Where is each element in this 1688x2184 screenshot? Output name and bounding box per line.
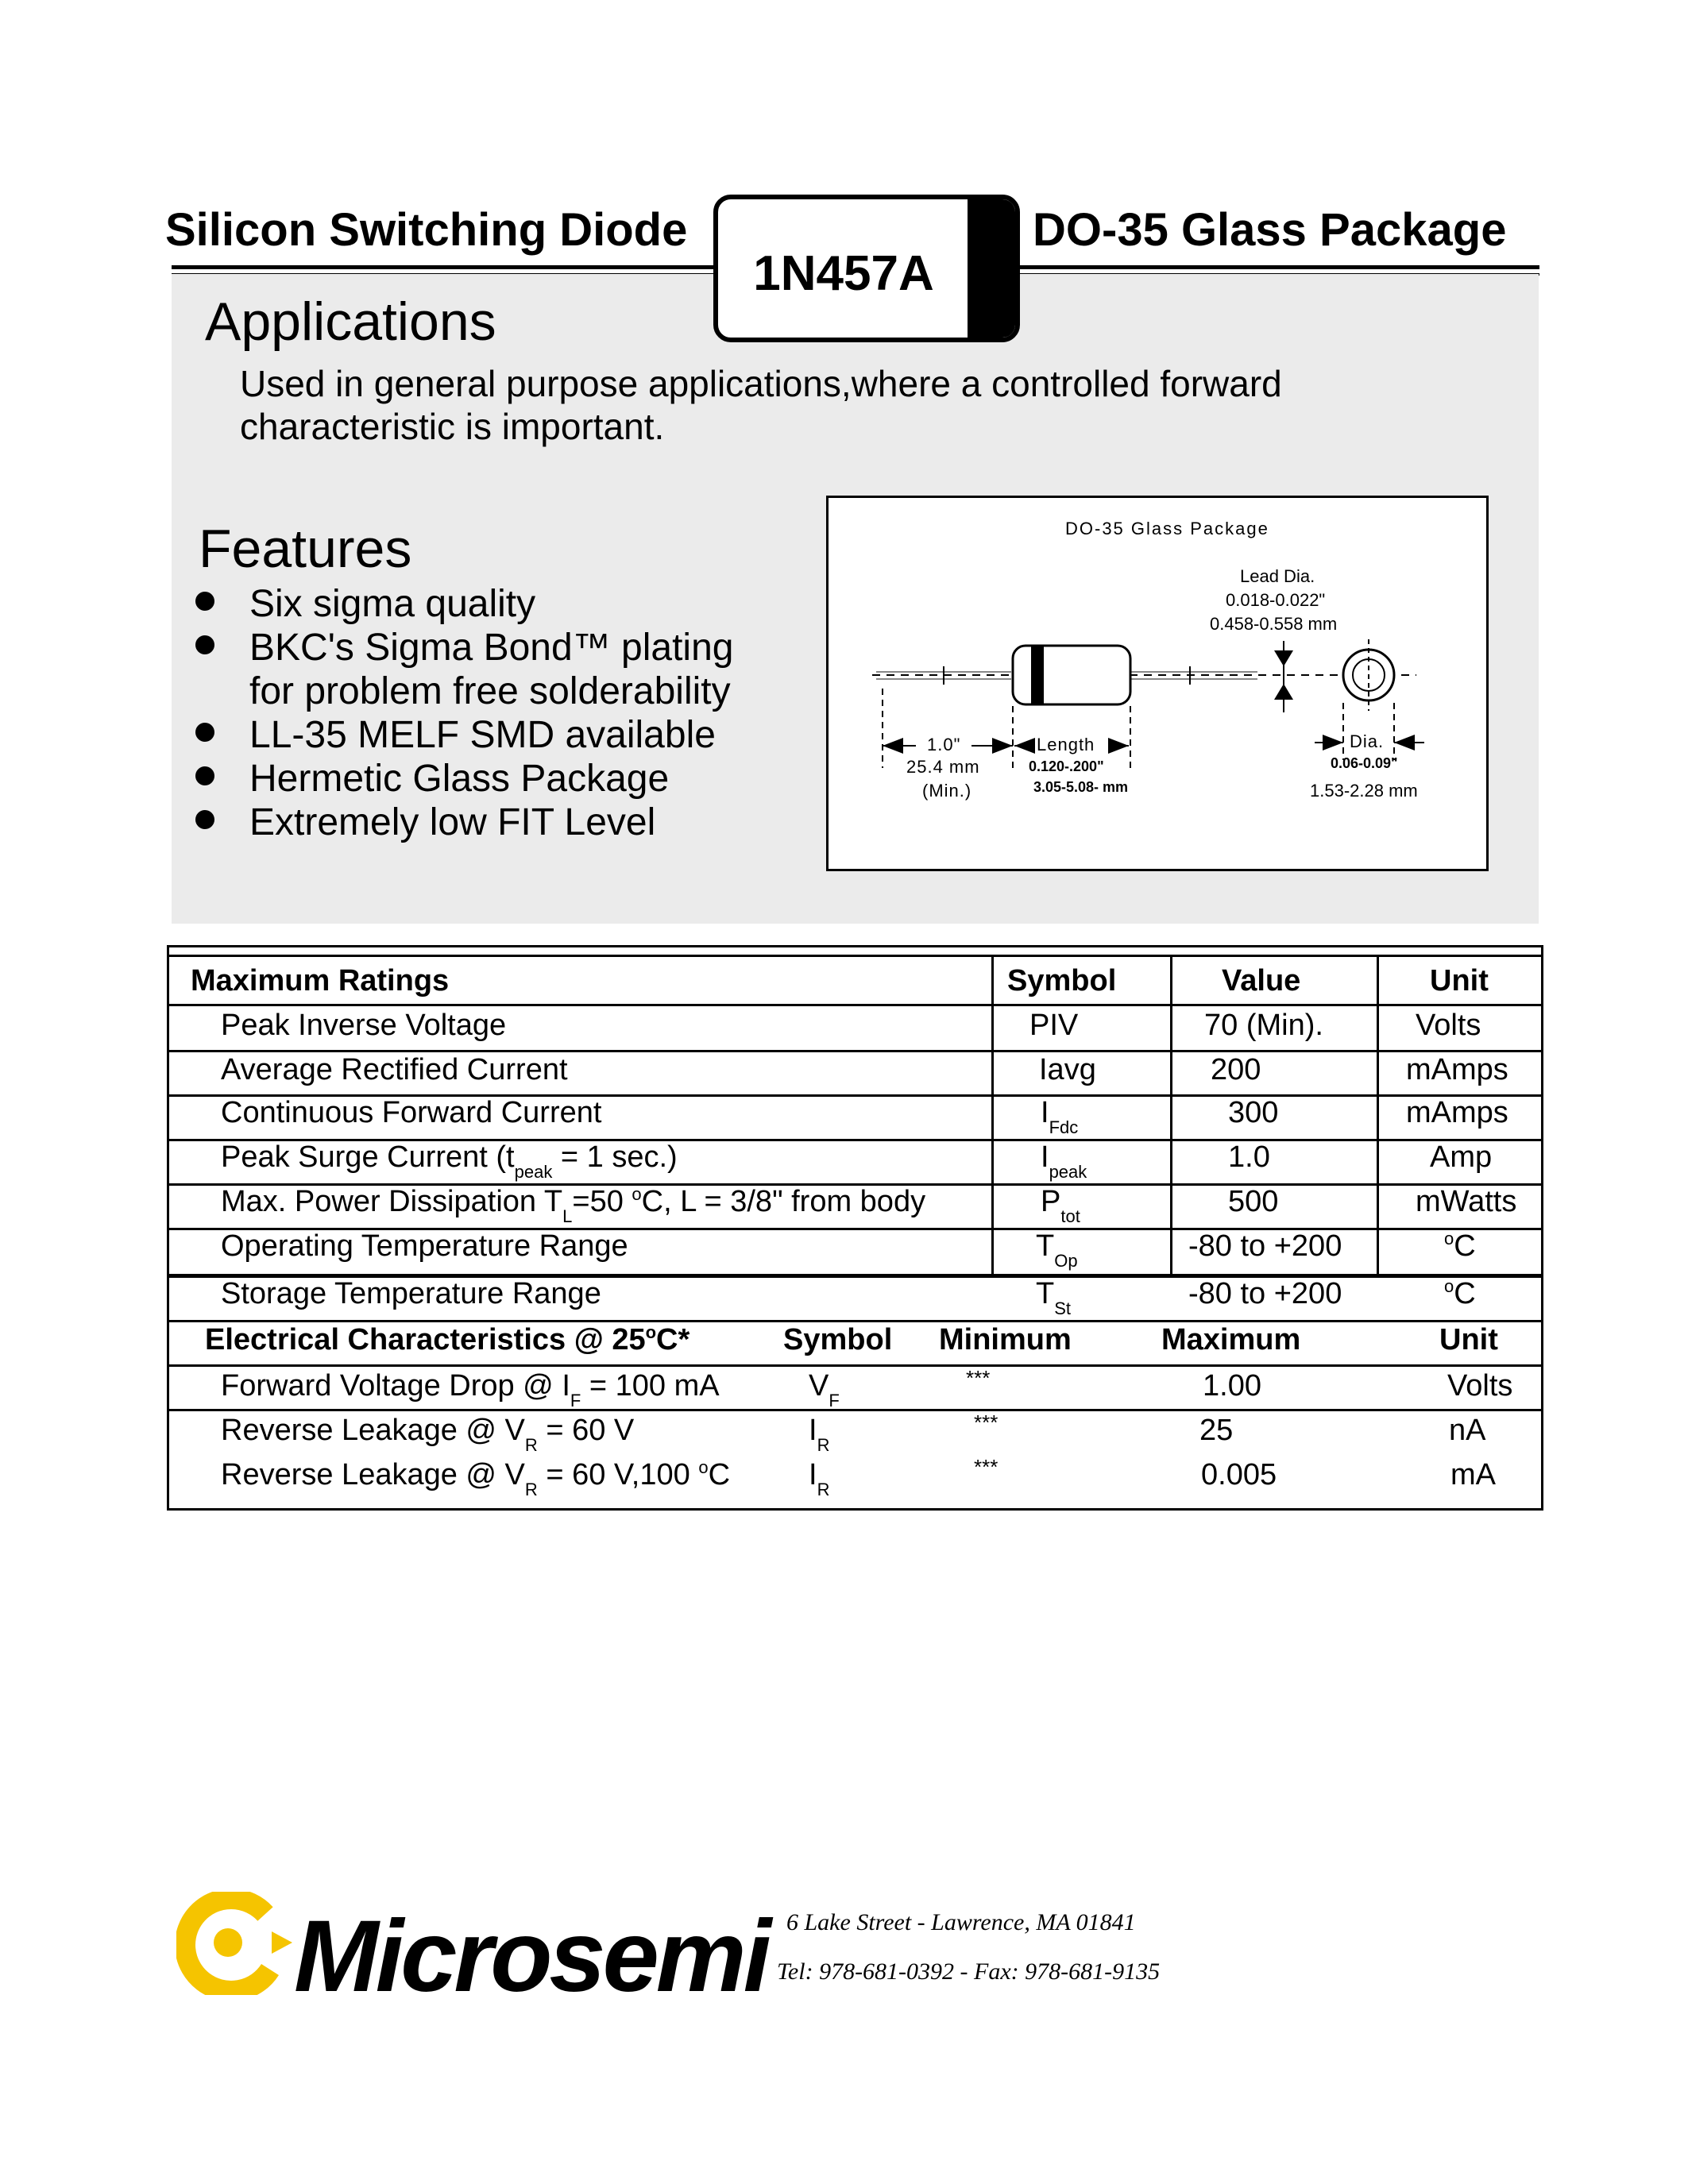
rating-value: -80 to +200	[1188, 1277, 1342, 1310]
rating-unit: $^o$C	[1444, 1276, 1476, 1310]
lead-dia-mm: 0.458-0.558 mm	[1210, 614, 1338, 634]
diagram-title: DO-35 Glass Package	[1065, 519, 1269, 538]
table-rule	[167, 1050, 1543, 1052]
lead-dia-inches: 0.018-0.022"	[1226, 590, 1326, 610]
bullet-icon	[195, 810, 214, 829]
body-length-inches: 0.120-.200"	[1029, 758, 1104, 774]
rating-value: 200	[1211, 1053, 1261, 1086]
feature-item-continued: for problem free solderability	[249, 670, 731, 712]
table-col-rule	[991, 957, 994, 1275]
table-col-rule	[1377, 957, 1379, 1275]
max-ratings-header: Maximum Ratings	[191, 964, 450, 997]
elec-max-header: Maximum	[1161, 1323, 1301, 1356]
body-length-label: Length	[1037, 735, 1095, 754]
company-address: 6 Lake Street - Lawrence, MA 01841	[786, 1909, 1136, 1935]
lead-length-note: (Min.)	[922, 781, 972, 801]
rating-value: 500	[1228, 1185, 1279, 1218]
elec-symbol: $I_R$	[809, 1458, 830, 1499]
table-rule	[167, 1004, 1543, 1006]
rating-name: Operating Temperature Range	[221, 1229, 628, 1263]
table-rule	[167, 955, 1543, 957]
table-rule	[167, 1320, 1543, 1322]
rating-symbol: $T_{St}$	[1036, 1277, 1072, 1318]
unit-header: Unit	[1430, 964, 1489, 997]
rating-symbol: $I_{Fdc}$	[1041, 1096, 1079, 1137]
elec-unit: Volts	[1447, 1369, 1513, 1403]
value-header: Value	[1222, 964, 1301, 997]
rating-value: 1.0	[1228, 1140, 1270, 1174]
applications-heading: Applications	[205, 291, 496, 352]
elec-symbol-header: Symbol	[783, 1323, 893, 1356]
elec-name: Forward Voltage Drop @ $I_F = 100$ mA	[221, 1369, 720, 1410]
rating-unit: mWatts	[1416, 1185, 1517, 1218]
rating-symbol: PIV	[1029, 1009, 1079, 1042]
rating-value: 70 (Min).	[1204, 1009, 1323, 1042]
body-length-mm: 3.05-5.08- mm	[1033, 779, 1129, 795]
bullet-icon	[195, 635, 214, 654]
header-right-title: DO-35 Glass Package	[1033, 204, 1507, 256]
rating-value: -80 to +200	[1188, 1229, 1342, 1263]
elec-min: ***	[966, 1366, 991, 1390]
rating-symbol: Iavg	[1039, 1053, 1096, 1086]
part-number-box	[713, 195, 1020, 342]
elec-unit: mA	[1450, 1458, 1496, 1491]
microsemi-logo-icon	[176, 1892, 295, 1995]
package-diagram	[826, 496, 1489, 871]
rating-name: Continuous Forward Current	[221, 1096, 602, 1129]
rating-name: Average Rectified Current	[221, 1053, 568, 1086]
rating-name: Peak Inverse Voltage	[221, 1009, 507, 1042]
feature-item: LL-35 MELF SMD available	[249, 714, 716, 756]
rating-name: Max. Power Dissipation $T_L=50$ $^o$C, L = 3/8" from body	[221, 1184, 926, 1226]
rating-name: Peak Surge Current ($t_{peak} = 1$ sec.)	[221, 1140, 678, 1182]
elec-unit-header: Unit	[1439, 1323, 1498, 1356]
elec-min-header: Minimum	[939, 1323, 1072, 1356]
symbol-header: Symbol	[1007, 964, 1117, 997]
dia-inches: 0.06-0.09"	[1331, 755, 1398, 771]
applications-line-1: Used in general purpose applications,where a controlled forward	[240, 363, 1282, 404]
header-left-title: Silicon Switching Diode	[165, 204, 688, 256]
elec-min: ***	[974, 1455, 999, 1479]
bullet-icon	[195, 723, 214, 742]
rating-value: 300	[1228, 1096, 1279, 1129]
features-heading: Features	[199, 519, 412, 579]
company-logo-text: Microsemi	[294, 1900, 769, 2013]
elec-min: ***	[974, 1410, 999, 1434]
table-col-rule	[1170, 957, 1172, 1275]
rating-unit: mAmps	[1406, 1096, 1508, 1129]
elec-max: 0.005	[1201, 1458, 1277, 1491]
rating-unit: mAmps	[1406, 1053, 1508, 1086]
applications-line-2: characteristic is important.	[240, 406, 665, 447]
bullet-icon	[195, 766, 214, 785]
electrical-header: Electrical Characteristics @ 25$^o$C*	[205, 1322, 690, 1356]
elec-unit: nA	[1449, 1414, 1486, 1447]
dia-mm: 1.53-2.28 mm	[1310, 781, 1418, 801]
elec-symbol: $I_R$	[809, 1414, 830, 1455]
feature-item: BKC's Sigma Bond™ plating	[249, 627, 734, 669]
rating-unit: Volts	[1416, 1009, 1481, 1042]
diode-drawing	[829, 498, 1486, 869]
elec-symbol: $V_F$	[809, 1369, 840, 1410]
lead-length-inches: 1.0"	[927, 735, 961, 754]
feature-item: Extremely low FIT Level	[249, 801, 656, 843]
elec-max: 1.00	[1203, 1369, 1261, 1403]
table-rule	[167, 1364, 1543, 1367]
table-rule	[167, 1409, 1543, 1411]
feature-item: Six sigma quality	[249, 583, 536, 625]
dia-label: Dia.	[1350, 731, 1385, 751]
rating-symbol: $P_{tot}$	[1041, 1185, 1080, 1226]
rating-unit: Amp	[1430, 1140, 1493, 1174]
feature-item: Hermetic Glass Package	[249, 758, 670, 800]
part-number: 1N457A	[753, 246, 934, 301]
rating-name: Storage Temperature Range	[221, 1277, 601, 1310]
bullet-icon	[195, 592, 214, 611]
lead-dia-label: Lead Dia.	[1240, 566, 1315, 586]
cathode-band	[968, 199, 1015, 338]
rating-symbol: $T_{Op}$	[1036, 1229, 1078, 1271]
rating-unit: $^o$C	[1444, 1229, 1476, 1263]
lead-length-mm: 25.4 mm	[906, 757, 980, 777]
company-phone: Tel: 978-681-0392 - Fax: 978-681-9135	[777, 1958, 1161, 1985]
elec-name: Reverse Leakage @ $V_R = 60$ V,100 $^o$C	[221, 1457, 731, 1499]
rating-symbol: $I_{peak}$	[1041, 1140, 1087, 1182]
elec-name: Reverse Leakage @ $V_R = 60$ V	[221, 1414, 635, 1455]
elec-max: 25	[1199, 1414, 1234, 1447]
